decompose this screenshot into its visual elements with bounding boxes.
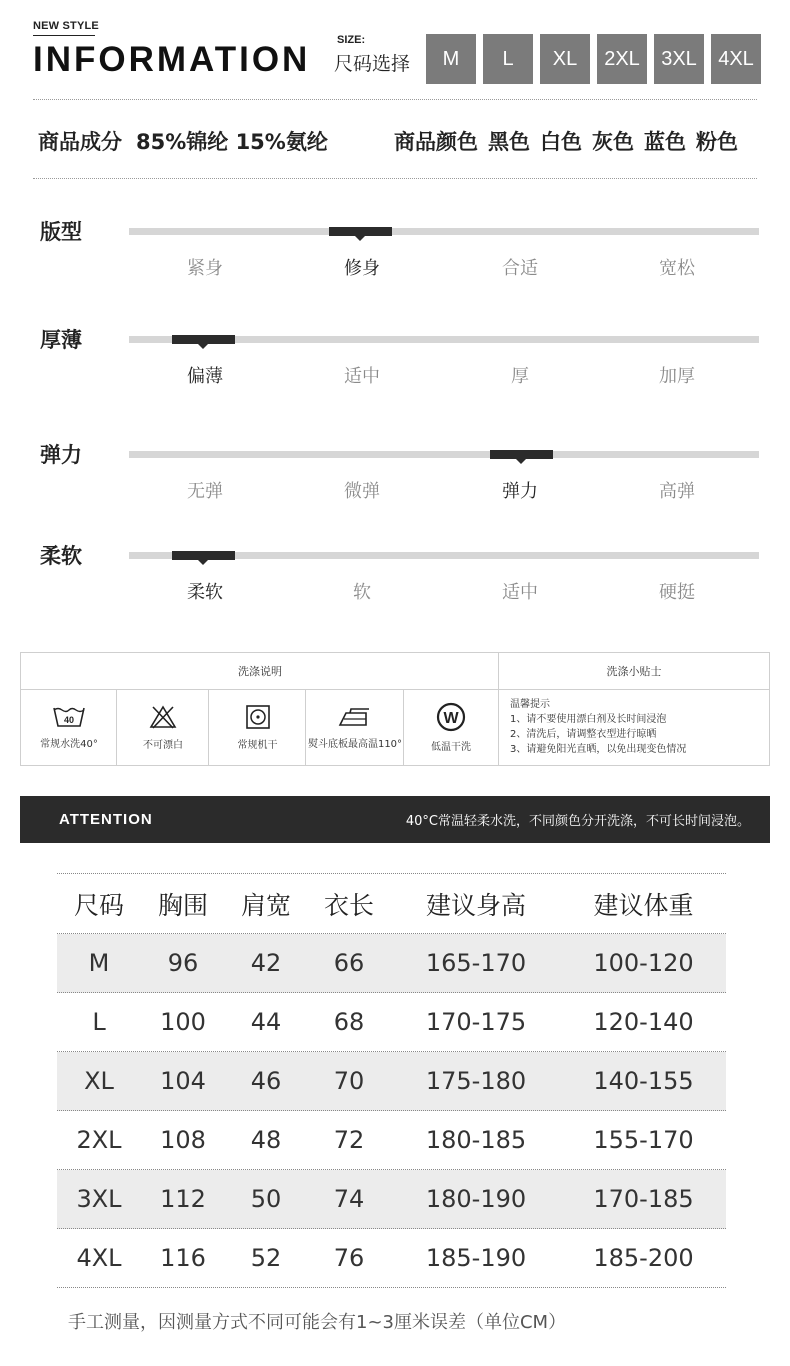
color-label: 商品颜色: [394, 130, 478, 154]
table-cell: 50: [250, 1185, 282, 1213]
table-cell: 52: [250, 1244, 282, 1272]
table-cell: 4XL: [76, 1244, 122, 1272]
size-chart-header: [57, 873, 726, 934]
table-cell: 3XL: [76, 1185, 122, 1213]
table-cell: 155-170: [593, 1126, 694, 1154]
scale-label: 弹力: [40, 443, 82, 467]
wash-40-icon: [52, 705, 86, 729]
scale-track: [129, 228, 759, 235]
color-white: 白色: [540, 130, 582, 154]
scale-marker: [490, 450, 553, 459]
table-cell: 104: [160, 1067, 206, 1095]
scale-elasticity: [0, 439, 790, 519]
divider: [33, 99, 757, 100]
care-item-wash: [21, 690, 117, 765]
size-options: [426, 34, 761, 84]
table-cell: 180-190: [425, 1185, 527, 1213]
tips-header: 洗涤小贴士: [499, 653, 769, 690]
no-bleach-icon: [148, 704, 178, 730]
size-choice-label: 尺码选择: [334, 53, 411, 75]
measurement-note: 手工测量，因测量方式不同可能会有1~3厘米误差（单位CM）: [68, 1312, 567, 1333]
material-value: 85%锦纶 15%氨纶: [136, 130, 328, 154]
table-cell: 46: [250, 1067, 282, 1095]
care-item-dry: [209, 690, 306, 765]
table-cell: 185-200: [593, 1244, 694, 1272]
table-cell: 44: [250, 1008, 282, 1036]
table-cell: 170-185: [593, 1185, 694, 1213]
scale-label: 版型: [40, 220, 82, 244]
color-blue: 蓝色: [644, 130, 686, 154]
size-chart: [57, 873, 726, 1288]
attention-text: 40°C常温轻柔水洗，不同颜色分开洗涤，不可长时间浸泡。: [405, 814, 750, 829]
table-cell: 96: [167, 949, 199, 977]
table-row: [57, 1111, 726, 1170]
tip-item: 2、清洗后，请调整衣型进行晾晒: [510, 729, 657, 740]
color-info: [394, 126, 738, 156]
table-cell: 120-140: [593, 1008, 694, 1036]
header-cell: 尺码: [73, 890, 124, 920]
scale-option: 偏薄: [187, 366, 223, 387]
new-style-underline: [33, 35, 95, 36]
table-cell: 185-190: [425, 1244, 527, 1272]
care-caption: 常规水洗40°: [40, 739, 98, 750]
scale-option: 修身: [344, 258, 380, 279]
header-cell: 衣长: [323, 890, 374, 920]
scale-marker: [172, 551, 235, 560]
scale-option: 柔软: [187, 582, 223, 603]
table-row: [57, 934, 726, 993]
table-cell: 108: [160, 1126, 206, 1154]
material-label: 商品成分: [38, 130, 122, 154]
size-option-4xl[interactable]: 4XL: [711, 34, 761, 84]
color-gray: 灰色: [592, 130, 634, 154]
column-divider: [498, 653, 499, 765]
scale-fit: [0, 216, 790, 296]
size-option-m[interactable]: M: [426, 34, 476, 84]
table-cell: 165-170: [425, 949, 527, 977]
care-tips: [510, 697, 686, 757]
washing-header: 洗涤说明: [21, 653, 499, 690]
table-cell: 68: [333, 1008, 365, 1036]
table-row: [57, 1170, 726, 1229]
attention-title: ATTENTION: [59, 811, 153, 828]
scale-option: 宽松: [659, 258, 695, 279]
divider: [33, 178, 757, 179]
scale-label: 厚薄: [40, 328, 82, 352]
table-cell: 170-175: [425, 1008, 527, 1036]
table-row: [57, 993, 726, 1052]
care-table: [20, 652, 770, 766]
color-pink: 粉色: [696, 130, 738, 154]
scale-option: 高弹: [659, 481, 695, 502]
table-cell: 100-120: [593, 949, 694, 977]
table-cell: 42: [250, 949, 282, 977]
scale-option: 软: [353, 582, 371, 603]
tip-item: 3、请避免阳光直晒，以免出现变色情况: [510, 744, 687, 755]
care-caption: 熨斗底板最高温110°: [307, 739, 403, 750]
scale-option: 微弹: [344, 481, 380, 502]
page-title: INFORMATION: [33, 40, 311, 79]
scale-option: 紧身: [187, 258, 223, 279]
table-cell: 70: [333, 1067, 365, 1095]
header-cell: 胸围: [157, 890, 208, 920]
care-item-dry-clean: [404, 690, 498, 765]
table-cell: 175-180: [425, 1067, 527, 1095]
scale-option: 无弹: [187, 481, 223, 502]
table-cell: 76: [333, 1244, 365, 1272]
tip-item: 1、请不要使用漂白剂及长时间浸泡: [510, 714, 667, 725]
header-cell: 建议体重: [593, 890, 694, 920]
table-cell: 116: [160, 1244, 206, 1272]
scale-marker: [172, 335, 235, 344]
care-item-no-bleach: [117, 690, 209, 765]
tumble-dry-icon: [245, 704, 271, 730]
dry-clean-badge: W: [443, 710, 459, 727]
care-caption: 常规机干: [237, 740, 278, 751]
table-cell: 100: [160, 1008, 206, 1036]
care-caption: 不可漂白: [143, 740, 183, 751]
table-row: [57, 1229, 726, 1288]
scale-option: 硬挺: [659, 582, 695, 603]
table-cell: M: [88, 949, 110, 977]
size-option-l[interactable]: L: [483, 34, 533, 84]
scale-option: 适中: [502, 582, 538, 603]
iron-icon: [336, 705, 374, 729]
table-cell: XL: [84, 1067, 114, 1095]
scale-label: 柔软: [40, 544, 82, 568]
table-cell: L: [92, 1008, 106, 1036]
table-cell: 2XL: [76, 1126, 122, 1154]
header-cell: 建议身高: [425, 890, 526, 920]
header-cell: 肩宽: [240, 890, 291, 920]
size-option-3xl[interactable]: 3XL: [654, 34, 704, 84]
table-cell: 74: [333, 1185, 365, 1213]
scale-thickness: [0, 324, 790, 404]
table-cell: 180-185: [425, 1126, 527, 1154]
scale-track: [129, 451, 759, 458]
scale-option: 加厚: [659, 366, 695, 387]
tips-title: 温馨提示: [510, 699, 550, 710]
scale-option: 合适: [502, 258, 538, 279]
care-caption: 低温干洗: [431, 742, 471, 753]
table-cell: 112: [160, 1185, 206, 1213]
scale-option: 厚: [511, 366, 529, 387]
table-cell: 140-155: [593, 1067, 694, 1095]
care-item-iron: [306, 690, 404, 765]
table-cell: 48: [250, 1126, 282, 1154]
table-cell: 66: [333, 949, 365, 977]
size-option-xl[interactable]: XL: [540, 34, 590, 84]
color-black: 黑色: [488, 130, 530, 154]
attention-bar: [20, 796, 770, 843]
material-info: [38, 126, 328, 156]
table-cell: 72: [333, 1126, 365, 1154]
scale-option: 弹力: [502, 481, 538, 502]
scale-option: 适中: [344, 366, 380, 387]
scale-marker: [329, 227, 392, 236]
new-style-label: NEW STYLE: [33, 20, 99, 32]
size-option-2xl[interactable]: 2XL: [597, 34, 647, 84]
scale-softness: [0, 540, 790, 620]
dry-clean-w-icon: [436, 702, 466, 732]
size-label: SIZE:: [337, 34, 366, 46]
wash-temp-badge: 40: [63, 715, 75, 725]
table-row: [57, 1052, 726, 1111]
